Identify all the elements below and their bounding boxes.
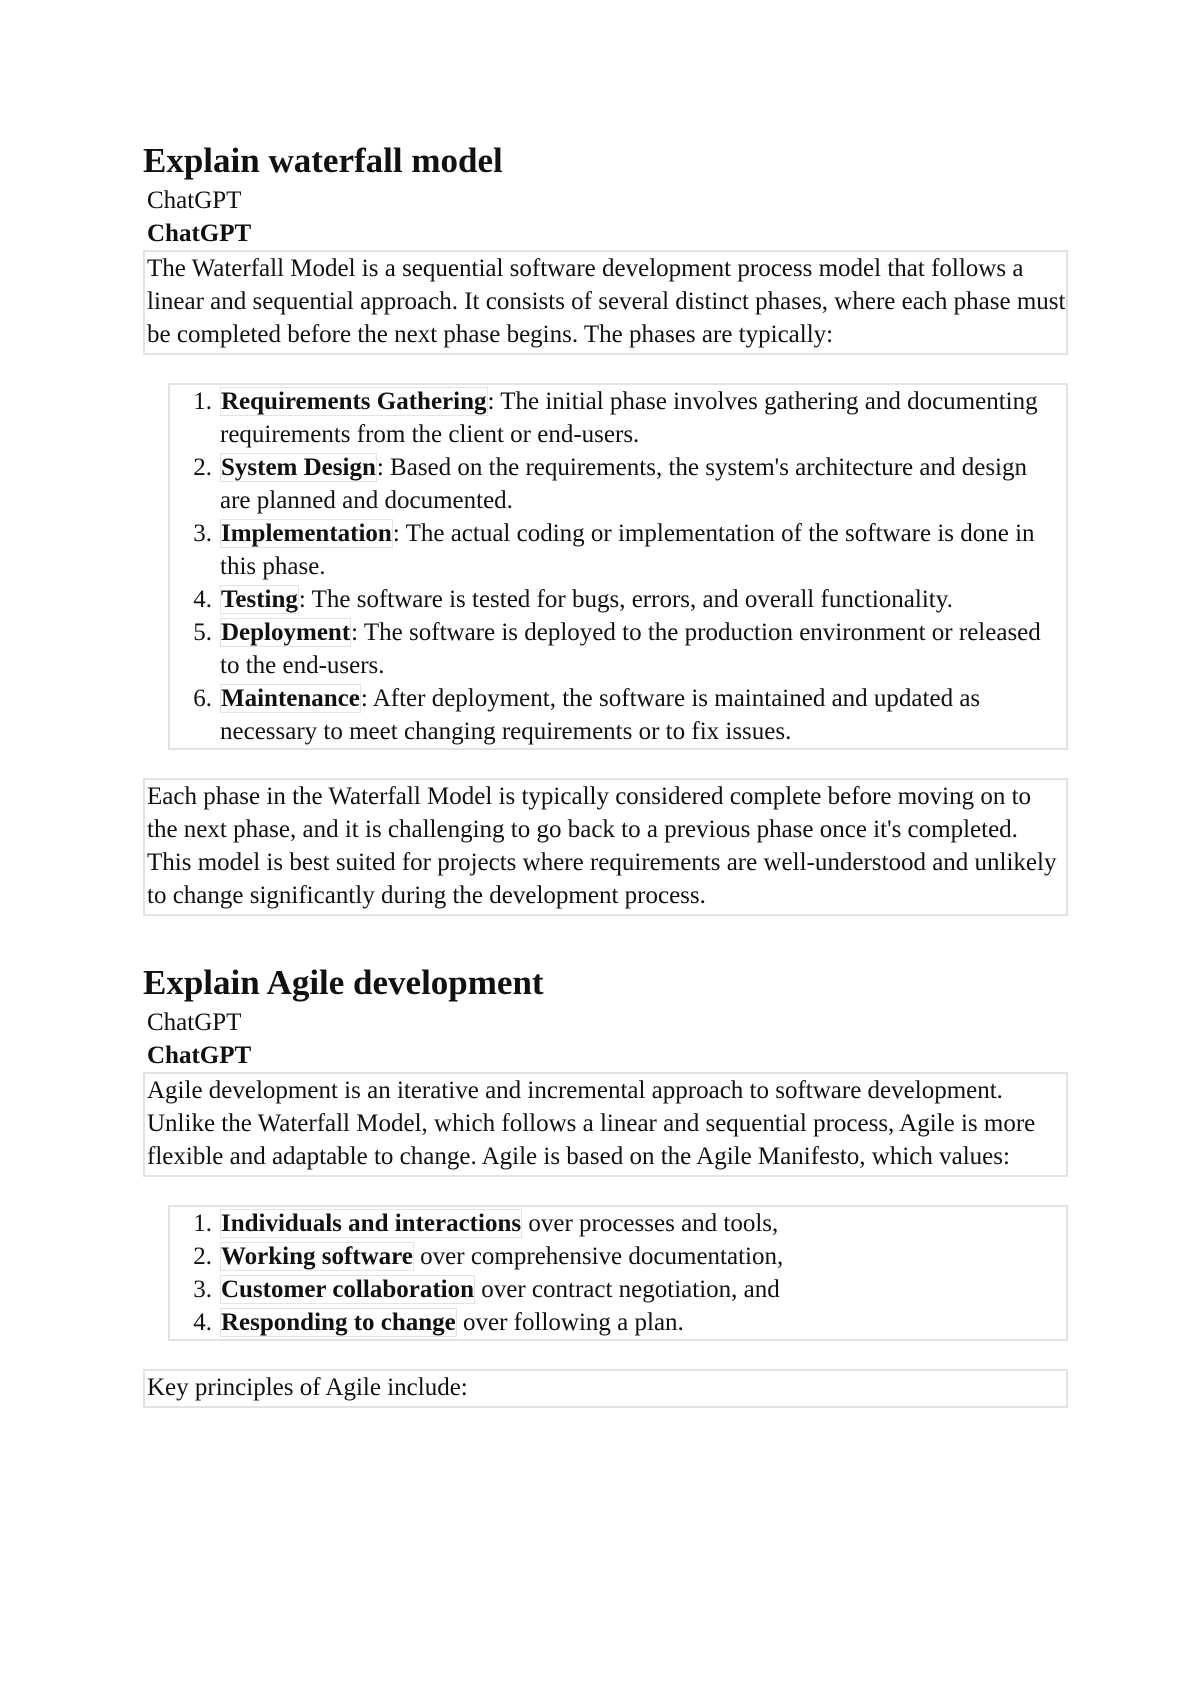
document-page [143, 140, 1068, 1408]
list-item-term: Customer collaboration [221, 1276, 474, 1303]
list-item [220, 1207, 1062, 1240]
list-item [220, 616, 1062, 682]
list-item-term: Implementation [221, 520, 392, 547]
list-item-term: Requirements Gathering [221, 388, 487, 415]
list-item-text: : The software is tested for bugs, errors, and overall functionality. [298, 586, 953, 613]
list-item [220, 385, 1062, 451]
list-item-term: System Design [221, 454, 376, 481]
author-label: ChatGPT [147, 1009, 242, 1036]
list-item [220, 451, 1062, 517]
list-item-text: : The actual coding or implementation of the software is done in this phase. [220, 520, 1035, 580]
values-list [168, 1205, 1068, 1341]
list-item-text: over following a plan. [456, 1309, 684, 1336]
list-item [220, 682, 1062, 748]
author-label-bold: ChatGPT [147, 1042, 252, 1069]
section-heading: Explain waterfall model [143, 141, 503, 180]
list-item-text: : Based on the requirements, the system's architecture and design are planned and documented. [220, 454, 1028, 514]
outro-paragraph: Key principles of Agile include: [143, 1369, 1068, 1408]
list-item [220, 583, 1062, 616]
list-item [220, 1273, 1062, 1306]
section-heading: Explain Agile development [143, 963, 544, 1002]
intro-paragraph: Agile development is an iterative and incremental approach to software development. Unlike the Waterfall Model, which follows a linear and sequential process, Agile is more flexible and adaptable to change. Agile is based on the Agile Manifesto, which values: [143, 1072, 1068, 1177]
outro-paragraph: Each phase in the Waterfall Model is typically considered complete before moving on to the next phase, and it is challenging to go back to a previous phase once it's completed. This model is best suited for projects where requirements are well-understood and unlikely to change significantly during the development process. [143, 778, 1068, 916]
list-item-text: : After deployment, the software is maintained and updated as necessary to meet changing requirements or to fix issues. [220, 685, 981, 745]
list-item-term: Responding to change [221, 1309, 456, 1336]
list-item-term: Individuals and interactions [221, 1210, 522, 1237]
list-item-term: Deployment [221, 619, 351, 646]
list-item-text: : The initial phase involves gathering and documenting requirements from the client or end-users. [220, 388, 1038, 448]
list-item-term: Testing [221, 586, 298, 613]
list-item [220, 1306, 1062, 1339]
list-item-term: Working software [221, 1243, 413, 1270]
list-item-text: : The software is deployed to the production environment or released to the end-users. [220, 619, 1041, 679]
list-item [220, 1240, 1062, 1273]
author-label: ChatGPT [147, 187, 242, 214]
list-item-text: over comprehensive documentation, [413, 1243, 784, 1270]
phase-list [168, 383, 1068, 750]
list-item-text: over contract negotiation, and [475, 1276, 780, 1303]
list-item [220, 517, 1062, 583]
list-item-text: over processes and tools, [522, 1210, 779, 1237]
author-label-bold: ChatGPT [147, 220, 252, 247]
intro-paragraph: The Waterfall Model is a sequential software development process model that follows a linear and sequential approach. It consists of several distinct phases, where each phase must be completed before the next phase begins. The phases are typically: [143, 250, 1068, 355]
list-item-term: Maintenance [221, 685, 360, 712]
